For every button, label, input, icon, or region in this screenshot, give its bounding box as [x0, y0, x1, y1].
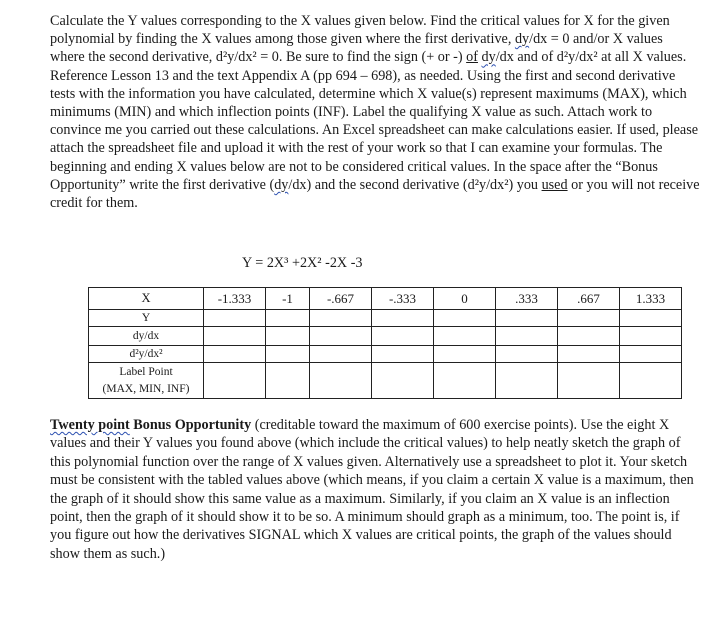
x-value-cell: 0 — [434, 288, 496, 310]
table-row-dydx — [89, 327, 682, 346]
d2ydx2-value-cell[interactable] — [620, 346, 682, 363]
d2ydx2-value-cell[interactable] — [434, 346, 496, 363]
row-label-d2ydx2: d²y/dx² — [89, 346, 204, 363]
y-value-cell[interactable] — [310, 310, 372, 327]
dydx-value-cell[interactable] — [558, 327, 620, 346]
dydx-value-cell[interactable] — [372, 327, 434, 346]
dydx-value-cell[interactable] — [204, 327, 266, 346]
label-point-options: (MAX, MIN, INF) — [102, 382, 190, 395]
d2ydx2-value-cell[interactable] — [558, 346, 620, 363]
x-value-cell: -1 — [266, 288, 310, 310]
label-point-cell[interactable] — [372, 363, 434, 399]
instr-text-1: Calculate the Y values corresponding to the X values given below. Find the critical values for X for the given polynomial by finding the X values among those given where the first derivative, — [50, 13, 670, 48]
dydx-term-3: dy — [274, 176, 289, 193]
d2ydx2-value-cell[interactable] — [372, 346, 434, 363]
dydx-value-cell[interactable] — [620, 327, 682, 346]
y-value-cell[interactable] — [620, 310, 682, 327]
d2ydx2-value-cell[interactable] — [310, 346, 372, 363]
table-row-x — [89, 288, 682, 310]
d2ydx2-value-cell[interactable] — [204, 346, 266, 363]
row-label-label-point — [89, 363, 204, 399]
of-underlined: of — [466, 49, 478, 66]
row-label-x: X — [89, 288, 204, 310]
dydx-value-cell[interactable] — [434, 327, 496, 346]
row-label-dydx: dy/dx — [89, 327, 204, 346]
dydx-value-cell[interactable] — [496, 327, 558, 346]
x-value-cell: .667 — [558, 288, 620, 310]
label-point-cell[interactable] — [266, 363, 310, 399]
label-point-cell[interactable] — [310, 363, 372, 399]
instructions-block — [50, 12, 700, 212]
dydx-term-1: dy — [514, 31, 530, 48]
x-value-cell: -.667 — [310, 288, 372, 310]
x-value-cell: -.333 — [372, 288, 434, 310]
table-row-y — [89, 310, 682, 327]
dydx-value-cell[interactable] — [310, 327, 372, 346]
instr-text-6: or you will not receive credit for them. — [50, 176, 700, 212]
instructions-paragraph — [50, 12, 700, 212]
label-point-cell[interactable] — [496, 363, 558, 399]
label-point-cell[interactable] — [558, 363, 620, 399]
values-table — [88, 287, 682, 399]
x-value-cell: 1.333 — [620, 288, 682, 310]
y-value-cell[interactable] — [372, 310, 434, 327]
y-value-cell[interactable] — [496, 310, 558, 327]
bonus-title-underlined: Twenty point — [50, 417, 130, 433]
label-point-cell[interactable] — [204, 363, 266, 399]
bonus-title-rest: Bonus Opportunity — [129, 417, 252, 433]
bonus-paragraph — [50, 416, 700, 563]
dydx-value-cell[interactable] — [266, 327, 310, 346]
row-label-y: Y — [89, 310, 204, 327]
dydx-term-2: dy — [481, 49, 496, 66]
table-row-d2ydx2 — [89, 346, 682, 363]
instr-text-5: /dx) and the second derivative (d²y/dx²) you — [288, 176, 542, 193]
label-point-cell[interactable] — [620, 363, 682, 399]
y-value-cell[interactable] — [204, 310, 266, 327]
polynomial-equation: Y = 2X³ +2X² -2X -3 — [242, 255, 363, 271]
label-point-cell[interactable] — [434, 363, 496, 399]
y-value-cell[interactable] — [434, 310, 496, 327]
bonus-text: (creditable toward the maximum of 600 exercise points). Use the eight X values and their Y values you found above (which include the critical values) to help neatly sketch the graph of this polynomial function over the range of X values given. Alternatively use a spreadsheet to plot it. Your sketch must be consistent with the tabled values above (which means, if you claim a certain X value is a maximum, then the graph of it should show this same value as a maximum. Similarly, if you claim an X value is an inflection point, then the graph of it should show it to be so. A minimum should graph as a minimum, too. The point is, if you figure out how the derivatives SIGNAL which X values are critical points, the graph of the values should show them as such.) — [50, 417, 694, 562]
label-point-text: Label Point — [119, 365, 173, 378]
used-underlined: used — [541, 176, 568, 193]
x-value-cell: -1.333 — [204, 288, 266, 310]
d2ydx2-value-cell[interactable] — [496, 346, 558, 363]
instr-text-2: /dx = 0 and/or X values where the second derivative, d²y/dx² = 0. Be sure to find the sign (+ or -) — [50, 31, 663, 66]
instr-text-4: /dx and of d²y/dx² at all X values. Reference Lesson 13 and the text Appendix A (pp 694 – 698), as needed. Using the first and second derivative tests with the information you have calculated, determine which X value(s) represent maximums (MAX), which minimums (MIN) and which inflection points (INF). Label the qualifying X value as such. Attach work to convince me you carried out these calculations. An Excel spreadsheet can make calculations easier. If used, please attach the spreadsheet file and upload it with the rest of your work so that I can examine your formulas. The beginning and ending X values below are not to be considered critical values. In the space after the “Bonus Opportunity” write the first derivative ( — [50, 49, 699, 193]
bonus-block — [50, 416, 700, 563]
d2ydx2-value-cell[interactable] — [266, 346, 310, 363]
table-row-label-point — [89, 363, 682, 399]
y-value-cell[interactable] — [558, 310, 620, 327]
y-value-cell[interactable] — [266, 310, 310, 327]
x-value-cell: .333 — [496, 288, 558, 310]
